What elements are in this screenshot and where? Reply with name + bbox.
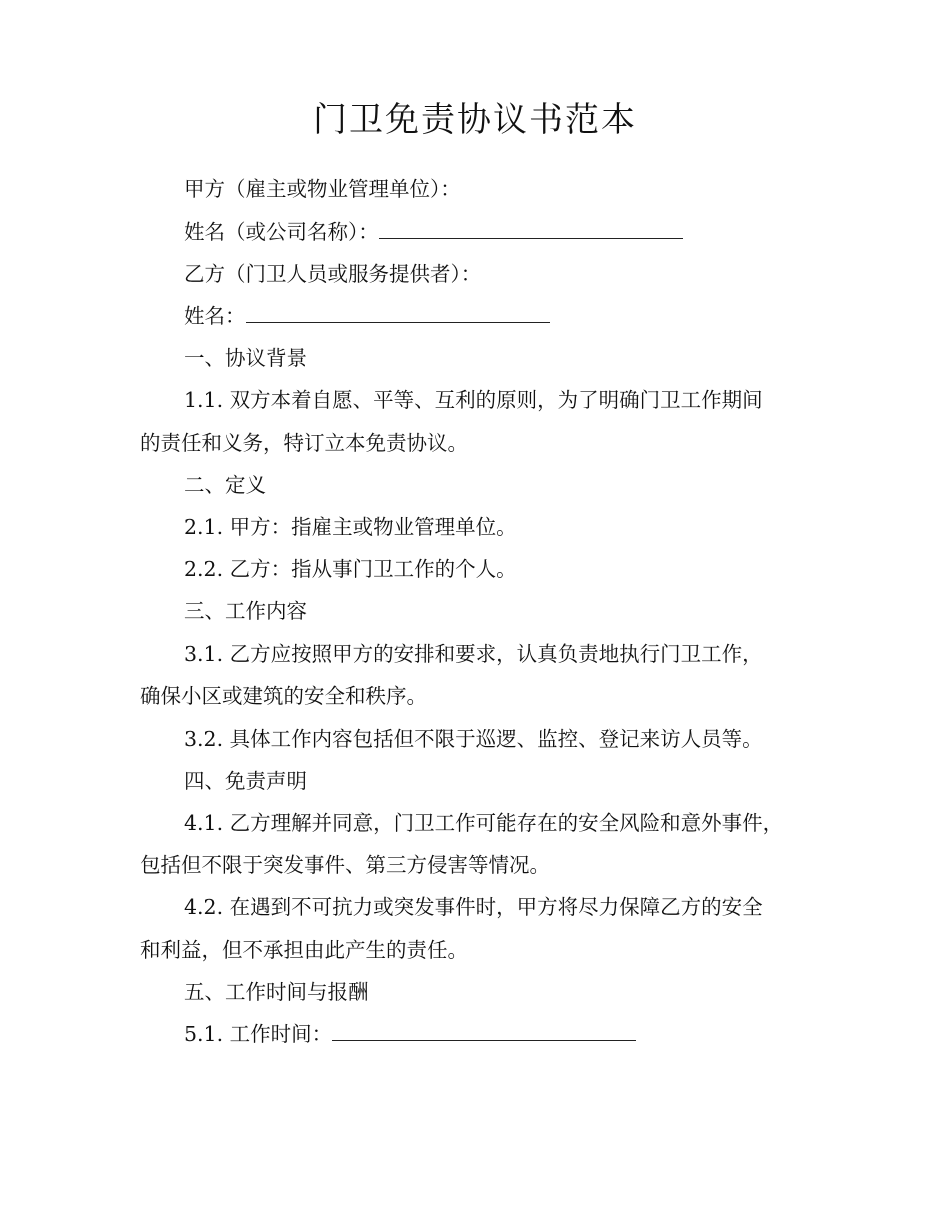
- clause-3-1-line1: 3.1. 乙方应按照甲方的安排和要求，认真负责地执行门卫工作，: [184, 642, 763, 666]
- document-title: 门卫免责协议书范本: [313, 100, 637, 140]
- clause-2-1: 2.1. 甲方：指雇主或物业管理单位。: [184, 515, 517, 539]
- work-hours-blank: [332, 1022, 636, 1041]
- section-heading-background: 一、协议背景: [184, 346, 307, 370]
- section-heading-disclaimer: 四、免责声明: [184, 769, 307, 793]
- party-b-name-label: 姓名：: [184, 304, 246, 328]
- clause-5-1-line: [184, 1020, 636, 1048]
- clause-3-1-line2: 确保小区或建筑的安全和秩序。: [140, 684, 427, 708]
- clause-1-1-line2: 的责任和义务，特订立本免责协议。: [140, 431, 468, 455]
- party-a-name-label: 姓名（或公司名称）：: [184, 220, 379, 244]
- party-b-name-blank: [246, 304, 550, 323]
- clause-5-1-label: 5.1. 工作时间：: [184, 1022, 333, 1046]
- section-heading-work-content: 三、工作内容: [184, 599, 307, 623]
- clause-3-2: 3.2. 具体工作内容包括但不限于巡逻、监控、登记来访人员等。: [184, 727, 763, 751]
- party-a-name-blank: [379, 220, 683, 239]
- clause-4-2-line2: 和利益，但不承担由此产生的责任。: [140, 938, 468, 962]
- party-b-heading: 乙方（门卫人员或服务提供者）：: [184, 262, 482, 286]
- clause-1-1-line1: 1.1. 双方本着自愿、平等、互利的原则，为了明确门卫工作期间: [184, 388, 763, 412]
- clause-4-1-line1: 4.1. 乙方理解并同意，门卫工作可能存在的安全风险和意外事件，: [184, 811, 784, 835]
- clause-4-1-line2: 包括但不限于突发事件、第三方侵害等情况。: [140, 853, 550, 877]
- section-heading-definitions: 二、定义: [184, 473, 266, 497]
- party-a-heading: 甲方（雇主或物业管理单位）：: [184, 177, 461, 201]
- clause-4-2-line1: 4.2. 在遇到不可抗力或突发事件时，甲方将尽力保障乙方的安全: [184, 895, 763, 919]
- party-a-name-line: [184, 218, 683, 246]
- section-heading-hours-pay: 五、工作时间与报酬: [184, 980, 369, 1004]
- party-b-name-line: [184, 302, 550, 330]
- clause-2-2: 2.2. 乙方：指从事门卫工作的个人。: [184, 557, 517, 581]
